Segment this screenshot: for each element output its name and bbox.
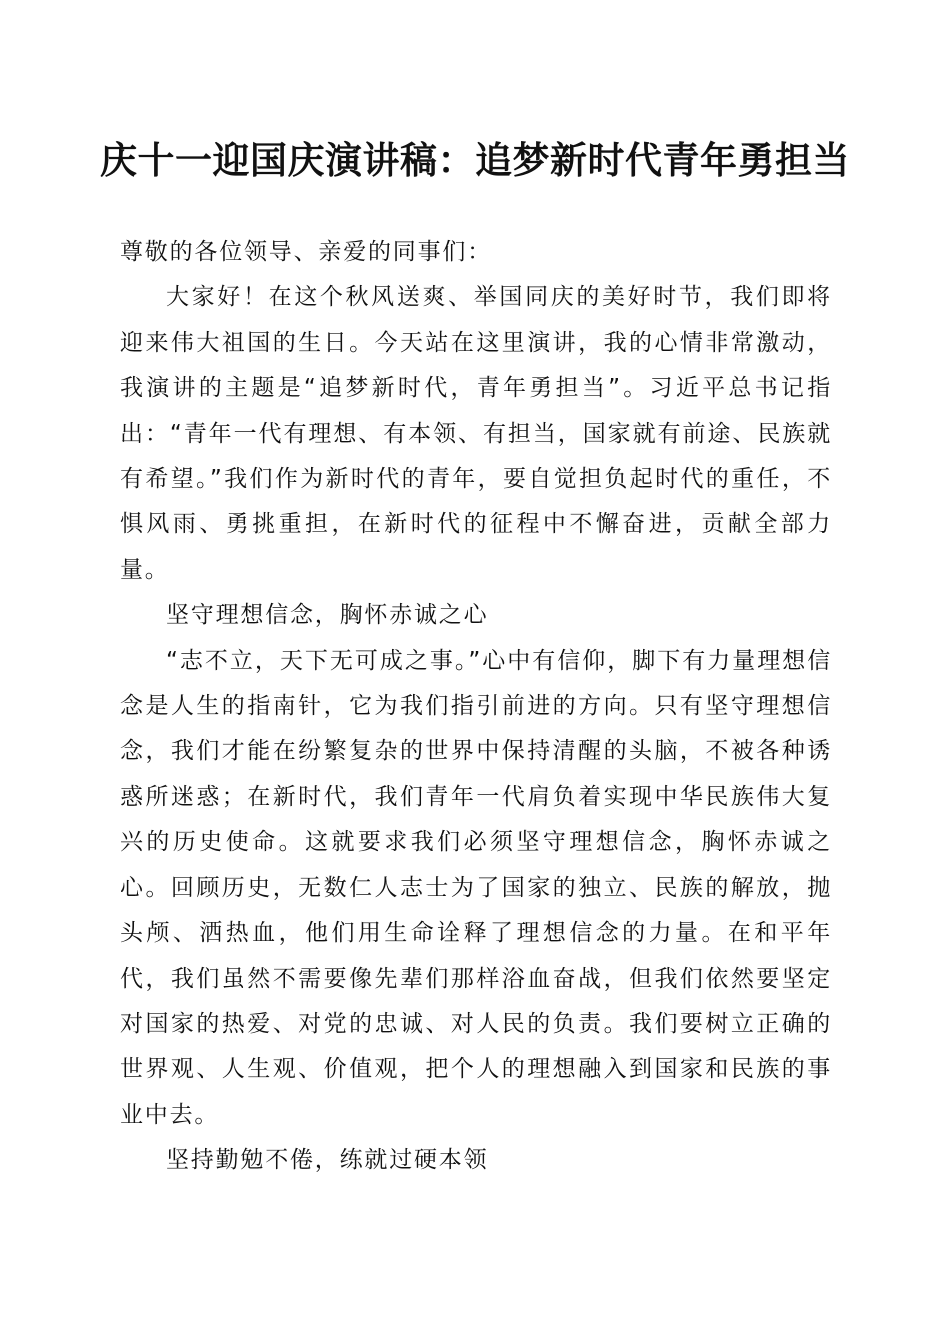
- paragraph-ideals: “志不立，天下无可成之事。”心中有信仰，脚下有力量理想信念是人生的指南针，它为我们指引前进的方向。只有坚守理想信念，我们才能在纷繁复杂的世界中保持清醒的头脑，不被各种诱惑所迷惑；在新时代，我们青年一代肩负着实现中华民族伟大复兴的历史使命。这就要求我们必须坚守理想信念，胸怀赤诚之心。回顾历史，无数仁人志士为了国家的独立、民族的解放，抛头颅、洒热血，他们用生命诠释了理想信念的力量。在和平年代，我们虽然不需要像先辈们那样浴血奋战，但我们依然要坚定对国家的热爱、对党的忠诚、对人民的负责。我们要树立正确的世界观、人生观、价值观，把个人的理想融入到国家和民族的事业中去。: [120, 647, 832, 1128]
- paragraph-intro: 大家好！在这个秋风送爽、举国同庆的美好时节，我们即将迎来伟大祖国的生日。今天站在这里演讲，我的心情非常激动，我演讲的主题是“追梦新时代，青年勇担当”。习近平总书记指出：“青年一代有理想、有本领、有担当，国家就有前途、民族就有希望。”我们作为新时代的青年，要自觉担负起时代的重任，不惧风雨、勇挑重担，在新时代的征程中不懈奋进，贡献全部力量。: [120, 284, 832, 583]
- salutation: 尊敬的各位领导、亲爱的同事们：: [120, 239, 492, 265]
- section-heading-ideals: 坚守理想信念，胸怀赤诚之心: [166, 602, 489, 629]
- section-heading-diligence: 坚持勤勉不倦，练就过硬本领: [166, 1147, 489, 1174]
- document-body: [120, 230, 832, 1184]
- document-title: 庆十一迎国庆演讲稿：追梦新时代青年勇担当: [100, 138, 850, 182]
